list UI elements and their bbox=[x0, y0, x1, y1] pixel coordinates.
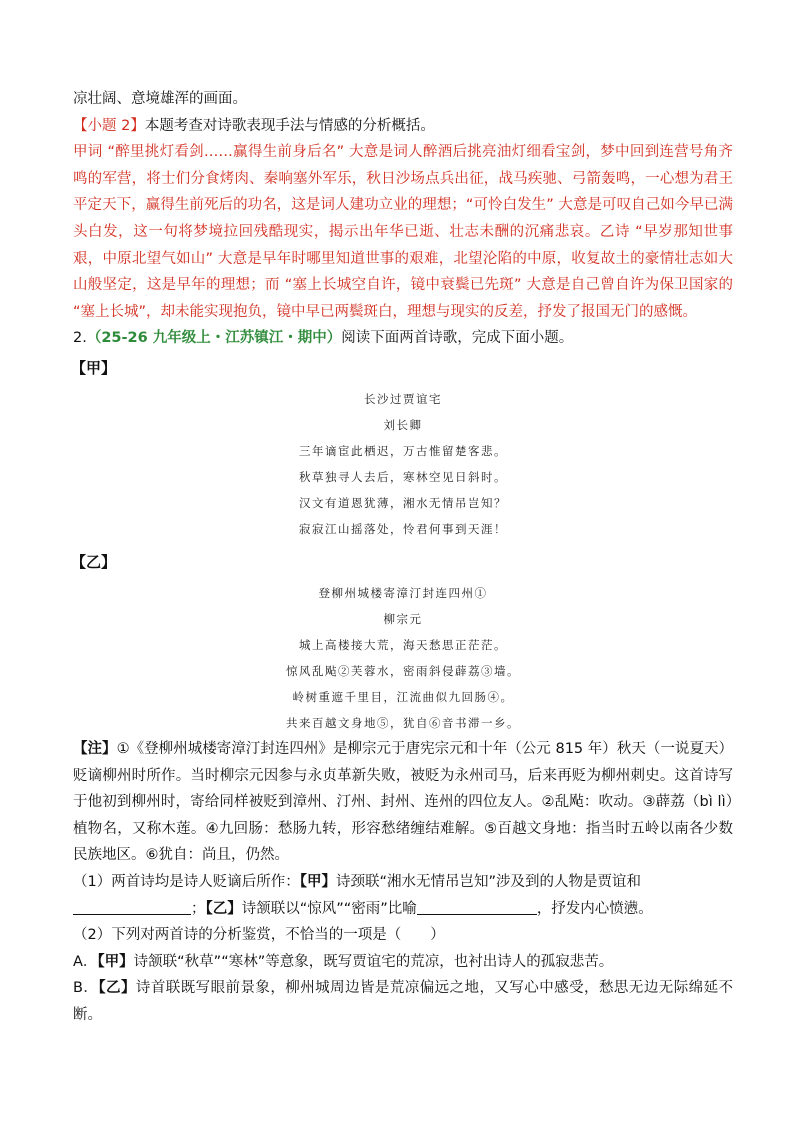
subquestion-2-tag: 【小题 2】 bbox=[73, 117, 145, 134]
poem-b-line: 城上高楼接大荒，海天愁思正茫茫。 bbox=[299, 637, 507, 652]
poem-b-label: 【乙】 bbox=[71, 552, 117, 571]
sub1-a-text: 诗颈联“湘水无情吊岂知”涉及到的人物是贾谊和 bbox=[335, 873, 642, 890]
annotation-note bbox=[73, 736, 733, 869]
option-b-tag: 【乙】 bbox=[98, 980, 136, 997]
poem-b-author: 柳宗元 bbox=[383, 611, 423, 626]
subquestion-2-stem: （2）下列对两首诗的分析鉴赏，不恰当的一项是（ ） bbox=[73, 927, 445, 944]
poem-b-line: 岭树重遮千里目，江流曲似九回肠④。 bbox=[292, 689, 514, 704]
note-text: ①《登柳州城楼寄漳汀封连四州》是柳宗元于唐宪宗元和十年（公元 815 年）秋天（一说夏天）贬谪柳州时所作。当时柳宗元因参与永贞革新失败，被贬为永州司马，后来再贬为柳州刺史。这首诗写于他初到柳州时，寄给同样被贬到漳州、汀州、封州、连州的四位友人。②乱飐：吹动。③薜荔（bì lì）植物名，又称木莲。④九回肠：愁肠九转，形容愁绪缠结难解。⑤百越文身地：指当时五岭以南各少数民族地区。⑥犹自：尚且，仍然。 bbox=[73, 740, 734, 864]
poem-a-author: 刘长卿 bbox=[383, 417, 423, 432]
sub1-b-tag: 【乙】 bbox=[205, 900, 242, 917]
sub1-b-text: 诗颔联以“惊风”“密雨”比喻 bbox=[241, 900, 417, 917]
document-page bbox=[73, 86, 733, 1028]
question-source: （25-26 九年级上・江苏镇江・期中） bbox=[86, 330, 342, 347]
sub1-end: ，抒发内心愤懑。 bbox=[536, 900, 653, 917]
answer-blank-2[interactable] bbox=[417, 898, 537, 915]
poem-a-line: 秋草独寻人去后，寒林空见日斜时。 bbox=[299, 469, 507, 484]
subquestion-1 bbox=[73, 869, 733, 922]
sub1-a-tag: 【甲】 bbox=[299, 873, 336, 890]
subquestion-2-header bbox=[73, 113, 733, 140]
answer-blank-1[interactable] bbox=[73, 898, 191, 915]
option-b[interactable] bbox=[73, 975, 733, 1028]
answer-line-end: 凉壮阔、意境雄浑的画面。 bbox=[73, 91, 247, 107]
subquestion-2-desc: 本题考查对诗歌表现手法与情感的分析概括。 bbox=[144, 117, 435, 134]
poem-a-label: 【甲】 bbox=[71, 358, 117, 377]
poem-a-title: 长沙过贾谊宅 bbox=[364, 391, 442, 406]
poem-a-line: 三年谪宦此栖迟，万古惟留楚客悲。 bbox=[299, 443, 507, 458]
poem-a-line: 汉文有道恩犹薄，湘水无情吊岂知？ bbox=[299, 495, 507, 510]
question-intro: 阅读下面两首诗歌，完成下面小题。 bbox=[341, 330, 574, 347]
sub1-prefix: （1）两首诗均是诗人贬谪后所作： bbox=[73, 873, 300, 890]
option-b-text: 诗首联既写眼前景象，柳州城周边皆是荒凉偏远之地，又写心中感受，愁思无边无际绵延不断。 bbox=[73, 980, 734, 1023]
question-number: 2. bbox=[73, 330, 87, 347]
note-tag: 【注】 bbox=[73, 740, 117, 757]
option-a-tag: 【甲】 bbox=[97, 953, 134, 970]
question-2-header bbox=[73, 325, 733, 352]
option-b-letter: B． bbox=[73, 980, 99, 997]
option-a-text: 诗颔联“秋草”“寒林”等意象，既写贾谊宅的荒凉，也衬出诗人的孤寂悲苦。 bbox=[133, 953, 614, 970]
poem-a-line: 寂寂江山摇落处，怜君何事到天涯！ bbox=[299, 521, 507, 536]
poem-b-title: 登柳州城楼寄漳汀封连四州① bbox=[318, 585, 488, 600]
sub1-sep: ； bbox=[191, 900, 206, 917]
poem-b-line: 惊风乱飐②芙蓉水，密雨斜侵薜荔③墙。 bbox=[286, 663, 520, 678]
option-a-letter: A． bbox=[73, 953, 98, 970]
answer-analysis-paragraph: 甲词 “醉里挑灯看剑……赢得生前身后名” 大意是词人醉酒后挑亮油灯细看宝剑，梦中回到连营号角齐鸣的军营，将士们分食烤肉、秦响塞外军乐，秋日沙场点兵出征，战马疾驰、弓箭轰鸣，一心想为君王平定天下，赢得生前死后的功名，这是词人建功立业的理想；“可怜白发生” 大意是可叹自己如今早已满头白发，这一句将梦境拉回残酷现实，揭示出年华已逝、壮志未酬的沉痛悲哀。乙诗 “早岁那知世事艰，中原北望气如山” 大意是早年时哪里知道世事的艰难，北望沦陷的中原，收复故土的豪情壮志如大山般坚定，这是早年的理想；而 “塞上长城空自许，镜中衰鬓已先斑” 大意是自己曾自许为保卫国家的 “塞上长城”，却未能实现抱负，镜中早已两鬓斑白，理想与现实的反差，抒发了报国无门的感慨。 bbox=[73, 144, 733, 320]
poem-b-line: 共来百越文身地⑤，犹自⑥音书滞一乡。 bbox=[286, 715, 520, 730]
option-a[interactable] bbox=[73, 949, 733, 976]
